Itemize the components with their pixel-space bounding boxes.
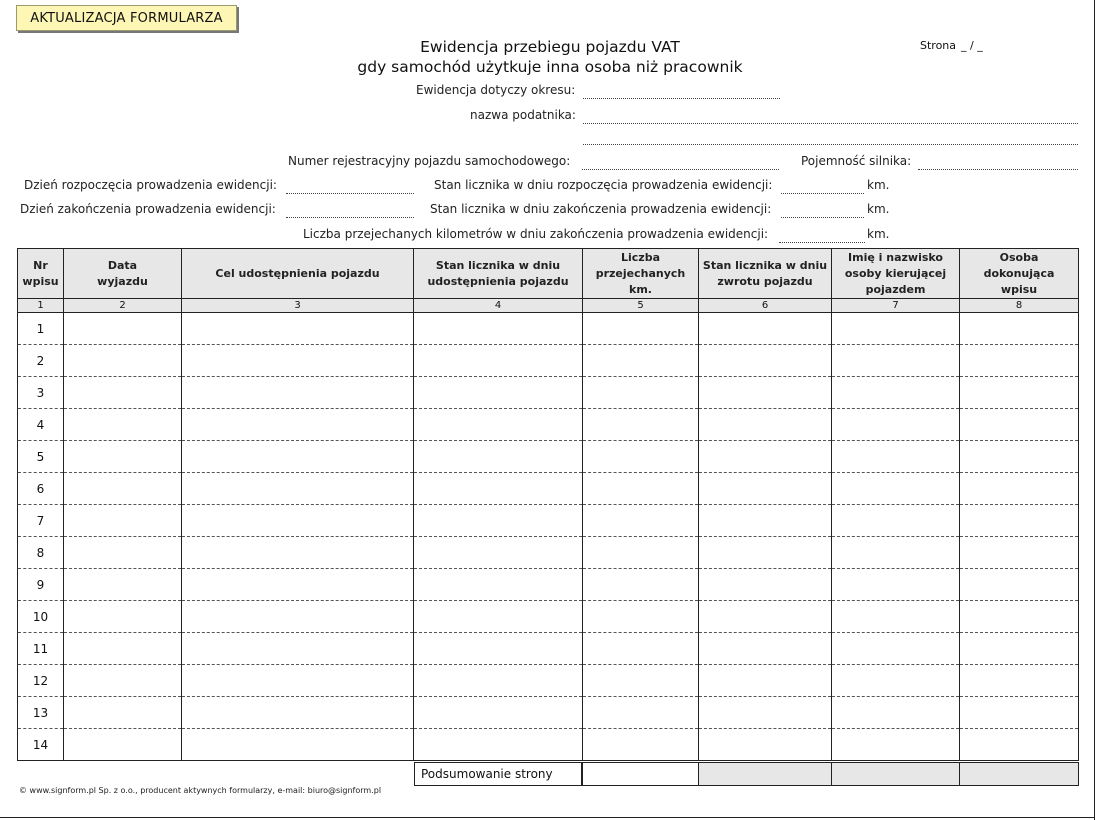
table-cell[interactable] — [583, 697, 699, 729]
table-cell[interactable] — [699, 505, 832, 537]
table-cell[interactable] — [960, 697, 1079, 729]
row-number: 3 — [18, 377, 64, 409]
col-header-km-driven: Liczba przejechanych km. — [583, 249, 699, 299]
table-cell[interactable] — [414, 569, 583, 601]
table-cell[interactable] — [414, 473, 583, 505]
taxpayer-field-line2[interactable] — [583, 129, 1078, 145]
table-cell[interactable] — [832, 665, 960, 697]
table-cell[interactable] — [182, 473, 414, 505]
table-cell[interactable] — [583, 601, 699, 633]
table-row — [18, 441, 1079, 473]
table-cell[interactable] — [832, 729, 960, 761]
table-cell[interactable] — [64, 633, 182, 665]
table-cell[interactable] — [182, 601, 414, 633]
table-cell[interactable] — [960, 633, 1079, 665]
odometer-start-label: Stan licznika w dniu rozpoczęcia prowadzenia ewidencji: — [434, 178, 773, 192]
column-number-row — [18, 299, 1079, 313]
table-cell[interactable] — [583, 569, 699, 601]
table-cell[interactable] — [960, 569, 1079, 601]
table-row — [18, 537, 1079, 569]
update-form-button[interactable]: AKTUALIZACJA FORMULARZA — [16, 5, 237, 31]
column-number: 1 — [18, 299, 64, 313]
table-cell[interactable] — [583, 345, 699, 377]
table-cell[interactable] — [64, 505, 182, 537]
table-cell[interactable] — [960, 729, 1079, 761]
table-cell[interactable] — [414, 729, 583, 761]
table-cell[interactable] — [960, 665, 1079, 697]
table-cell[interactable] — [960, 473, 1079, 505]
page-summary-label: Podsumowanie strony — [414, 762, 582, 786]
table-cell[interactable] — [414, 345, 583, 377]
total-km-field[interactable] — [779, 227, 865, 243]
table-row — [18, 569, 1079, 601]
column-number: 7 — [832, 299, 960, 313]
row-number: 2 — [18, 345, 64, 377]
table-cell[interactable] — [699, 473, 832, 505]
table-cell[interactable] — [583, 441, 699, 473]
period-field[interactable] — [583, 83, 780, 99]
table-cell[interactable] — [414, 505, 583, 537]
page-border-right — [1094, 0, 1095, 820]
table-cell[interactable] — [832, 313, 960, 345]
mileage-table — [17, 248, 1079, 761]
col-header-entry-author: Osoba dokonująca wpisu — [960, 249, 1079, 299]
table-cell[interactable] — [182, 441, 414, 473]
summary-km-cell[interactable] — [582, 762, 699, 786]
table-cell[interactable] — [414, 313, 583, 345]
table-cell[interactable] — [960, 537, 1079, 569]
registration-label: Numer rejestracyjny pojazdu samochodowego: — [288, 154, 571, 168]
table-row — [18, 313, 1079, 345]
table-cell[interactable] — [832, 441, 960, 473]
table-cell[interactable] — [414, 697, 583, 729]
table-cell[interactable] — [182, 697, 414, 729]
table-cell[interactable] — [182, 537, 414, 569]
col-header-odometer-return: Stan licznika w dniu zwrotu pojazdu — [699, 249, 832, 299]
table-cell[interactable] — [64, 345, 182, 377]
table-cell[interactable] — [832, 537, 960, 569]
table-row — [18, 473, 1079, 505]
col-header-driver-name: Imię i nazwisko osoby kierującej pojazdem — [832, 249, 960, 299]
table-cell[interactable] — [583, 665, 699, 697]
odometer-end-label: Stan licznika w dniu zakończenia prowadzenia ewidencji: — [430, 202, 772, 216]
table-cell[interactable] — [832, 345, 960, 377]
table-cell[interactable] — [182, 729, 414, 761]
table-cell[interactable] — [960, 505, 1079, 537]
row-number: 4 — [18, 409, 64, 441]
table-cell[interactable] — [699, 601, 832, 633]
table-row — [18, 601, 1079, 633]
table-cell[interactable] — [182, 313, 414, 345]
table-cell[interactable] — [583, 633, 699, 665]
summary-cell-grey — [959, 762, 1079, 786]
table-cell[interactable] — [583, 505, 699, 537]
row-number: 7 — [18, 505, 64, 537]
table-cell[interactable] — [960, 377, 1079, 409]
table-cell[interactable] — [182, 633, 414, 665]
row-number: 6 — [18, 473, 64, 505]
form-title: Ewidencja przebiegu pojazdu VAT — [420, 38, 680, 56]
row-number: 1 — [18, 313, 64, 345]
table-cell[interactable] — [64, 601, 182, 633]
table-cell[interactable] — [699, 633, 832, 665]
table-row — [18, 345, 1079, 377]
table-row — [18, 729, 1079, 761]
table-cell[interactable] — [583, 409, 699, 441]
col-header-departure-date: Data wyjazdu — [64, 249, 182, 299]
table-cell[interactable] — [64, 441, 182, 473]
table-cell[interactable] — [583, 473, 699, 505]
page-label: Strona — [920, 39, 957, 52]
table-cell[interactable] — [960, 313, 1079, 345]
total-km-unit: km. — [867, 227, 890, 241]
start-date-label: Dzień rozpoczęcia prowadzenia ewidencji: — [24, 178, 277, 192]
end-date-label: Dzień zakończenia prowadzenia ewidencji: — [20, 202, 276, 216]
table-row — [18, 409, 1079, 441]
table-cell[interactable] — [960, 441, 1079, 473]
table-cell[interactable] — [832, 569, 960, 601]
page-number: _ / _ — [961, 39, 983, 52]
odometer-end-unit: km. — [867, 202, 890, 216]
table-cell[interactable] — [64, 313, 182, 345]
table-row — [18, 505, 1079, 537]
table-cell[interactable] — [583, 377, 699, 409]
table-cell[interactable] — [64, 569, 182, 601]
odometer-start-unit: km. — [867, 178, 890, 192]
column-number: 2 — [64, 299, 182, 313]
column-number: 3 — [182, 299, 414, 313]
end-date-field[interactable] — [286, 202, 414, 218]
table-cell[interactable] — [64, 473, 182, 505]
col-header-odometer-handover: Stan licznika w dniu udostępnienia pojazdu — [414, 249, 583, 299]
table-cell[interactable] — [414, 409, 583, 441]
odometer-start-field[interactable] — [781, 178, 864, 194]
table-row — [18, 633, 1079, 665]
table-cell[interactable] — [832, 473, 960, 505]
start-date-field[interactable] — [286, 178, 414, 194]
table-cell[interactable] — [832, 697, 960, 729]
table-cell[interactable] — [64, 409, 182, 441]
table-cell[interactable] — [64, 729, 182, 761]
table-cell[interactable] — [64, 665, 182, 697]
row-number: 14 — [18, 729, 64, 761]
taxpayer-label: nazwa podatnika: — [470, 108, 576, 122]
row-number: 11 — [18, 633, 64, 665]
total-km-label: Liczba przejechanych kilometrów w dniu zakończenia prowadzenia ewidencji: — [303, 227, 769, 241]
table-body — [18, 313, 1079, 761]
table-cell[interactable] — [414, 441, 583, 473]
summary-cell-grey — [698, 762, 832, 786]
table-cell[interactable] — [182, 569, 414, 601]
table-cell[interactable] — [699, 729, 832, 761]
table-cell[interactable] — [699, 697, 832, 729]
table-cell[interactable] — [832, 377, 960, 409]
column-number: 8 — [960, 299, 1079, 313]
footer-copyright: © www.signform.pl Sp. z o.o., producent aktywnych formularzy, e-mail: biuro@signform.pl — [19, 786, 382, 795]
table-cell[interactable] — [699, 665, 832, 697]
row-number: 13 — [18, 697, 64, 729]
table-row — [18, 697, 1079, 729]
engine-label: Pojemność silnika: — [801, 154, 912, 168]
table-cell[interactable] — [64, 697, 182, 729]
engine-field[interactable] — [918, 154, 1078, 170]
table-cell[interactable] — [414, 633, 583, 665]
table-cell[interactable] — [182, 505, 414, 537]
table-cell[interactable] — [414, 377, 583, 409]
column-number: 4 — [414, 299, 583, 313]
row-number: 9 — [18, 569, 64, 601]
table-cell[interactable] — [583, 729, 699, 761]
table-cell[interactable] — [832, 633, 960, 665]
table-cell[interactable] — [414, 665, 583, 697]
col-header-entry-no: Nr wpisu — [18, 249, 64, 299]
table-cell[interactable] — [699, 409, 832, 441]
table-row — [18, 377, 1079, 409]
taxpayer-field[interactable] — [583, 108, 1078, 124]
table-cell[interactable] — [64, 537, 182, 569]
odometer-end-field[interactable] — [781, 202, 864, 218]
row-number: 5 — [18, 441, 64, 473]
form-subtitle: gdy samochód użytkuje inna osoba niż pracownik — [357, 58, 743, 76]
page-border-bottom — [0, 817, 1095, 818]
table-cell[interactable] — [583, 313, 699, 345]
table-cell[interactable] — [182, 409, 414, 441]
summary-cell-grey — [831, 762, 960, 786]
table-cell[interactable] — [960, 345, 1079, 377]
row-number: 10 — [18, 601, 64, 633]
table-cell[interactable] — [64, 377, 182, 409]
table-cell[interactable] — [414, 601, 583, 633]
table-cell[interactable] — [832, 505, 960, 537]
table-cell[interactable] — [699, 441, 832, 473]
table-cell[interactable] — [414, 537, 583, 569]
table-cell[interactable] — [832, 601, 960, 633]
table-cell[interactable] — [699, 377, 832, 409]
table-cell[interactable] — [699, 313, 832, 345]
column-number: 5 — [583, 299, 699, 313]
row-number: 12 — [18, 665, 64, 697]
col-header-purpose: Cel udostępnienia pojazdu — [182, 249, 414, 299]
table-cell[interactable] — [583, 537, 699, 569]
table-cell[interactable] — [832, 409, 960, 441]
table-cell[interactable] — [699, 345, 832, 377]
row-number: 8 — [18, 537, 64, 569]
table-row — [18, 665, 1079, 697]
table-cell[interactable] — [960, 409, 1079, 441]
registration-field[interactable] — [582, 154, 779, 170]
table-cell[interactable] — [182, 665, 414, 697]
column-number: 6 — [699, 299, 832, 313]
table-cell[interactable] — [699, 569, 832, 601]
header-row — [18, 249, 1079, 299]
table-cell[interactable] — [699, 537, 832, 569]
period-label: Ewidencja dotyczy okresu: — [416, 83, 576, 97]
table-cell[interactable] — [960, 601, 1079, 633]
table-cell[interactable] — [182, 377, 414, 409]
table-cell[interactable] — [182, 345, 414, 377]
